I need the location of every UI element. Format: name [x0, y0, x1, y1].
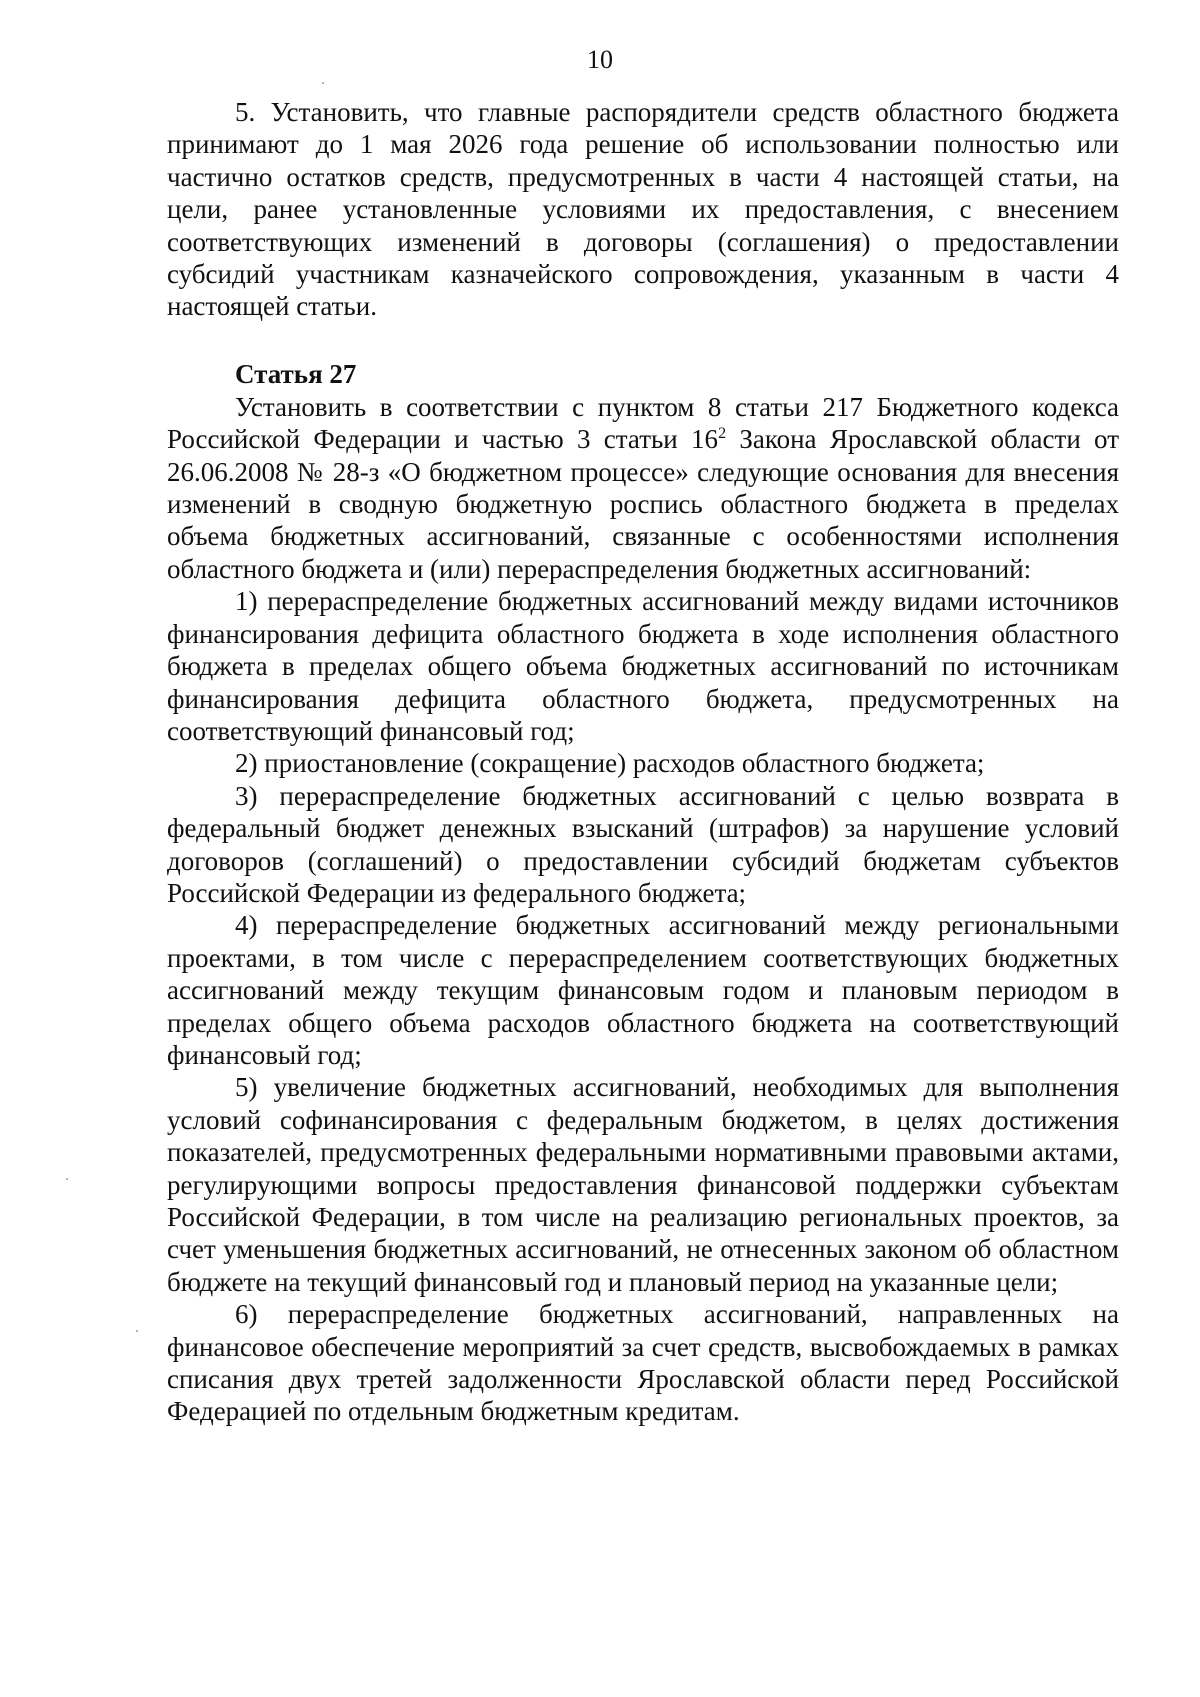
article-27-intro-superscript: 2	[718, 425, 727, 443]
article-27-item-6: 6) перераспределение бюджетных ассигнований, направленных на финансовое обеспечение мероприятий за счет средств, высвобождаемых в рамках списания двух третей задолженности Ярославской области перед Российской Федерацией по отдельным бюджетным кредитам.	[167, 1299, 1119, 1427]
article-27-intro	[167, 391, 1119, 585]
article-27-item-2: 2) приостановление (сокращение) расходов областного бюджета;	[235, 748, 985, 779]
article-27-heading: Статья 27	[235, 358, 357, 389]
article-27-item-3: 3) перераспределение бюджетных ассигнований с целью возврата в федеральный бюджет денежных взысканий (штрафов) за нарушение условий договоров (соглашений) о предоставлении субсидий бюджетам субъектов Российской Федерации из федерального бюджета;	[167, 780, 1119, 908]
scan-speck	[322, 82, 324, 84]
page-number: 10	[587, 45, 613, 74]
section-5-paragraph: 5. Установить, что главные распорядители средств областного бюджета принимают до 1 мая 2026 года решение об использовании полностью или частично остатков средств, предусмотренных в части 4 настоящей статьи, на цели, ранее установленные условиями их предоставления, с внесением соответствующих изменений в договоры (соглашения) о предоставлении субсидий участникам казначейского сопровождения, указанным в части 4 настоящей статьи.	[167, 97, 1119, 322]
article-27-item-1: 1) перераспределение бюджетных ассигнований между видами источников финансирования дефицита областного бюджета в ходе исполнения областного бюджета в пределах общего объема бюджетных ассигнований по источникам финансирования дефицита областного бюджета, предусмотренных на соответствующий финансовый год;	[167, 586, 1119, 746]
article-27-intro-text-end: Закона Ярославской области от 26.06.2008 № 28-з «О бюджетном процессе» следующие основания для внесения изменений в сводную бюджетную роспись областного бюджета в пределах объема бюджетных ассигнований, связанные с особенностями исполнения областного бюджета и (или) перераспределения бюджетных ассигнований:	[167, 424, 1119, 584]
document-body	[167, 96, 1119, 1428]
article-27-item-4: 4) перераспределение бюджетных ассигнований между региональными проектами, в том числе с перераспределением соответствующих бюджетных ассигнований между текущим финансовым годом и плановым периодом в пределах общего объема расходов областного бюджета на соответствующий финансовый год;	[167, 910, 1119, 1070]
scan-speck	[136, 1330, 138, 1332]
article-27-intro-text-start: Установить в соответствии с пунктом 8 статьи 217 Бюджетного кодекса Российской Федерации и частью 3 статьи 16	[167, 391, 1119, 455]
article-27-item-5: 5) увеличение бюджетных ассигнований, необходимых для выполнения условий софинансирования с федеральным бюджетом, в целях достижения показателей, предусмотренных федеральными нормативными правовыми актами, регулирующими вопросы предоставления финансовой поддержки субъектам Российской Федерации, в том числе на реализацию региональных проектов, за счет уменьшения бюджетных ассигнований, не отнесенных законом об областном бюджете на текущий финансовый год и плановый период на указанные цели;	[167, 1072, 1119, 1297]
scan-speck	[66, 1178, 68, 1180]
